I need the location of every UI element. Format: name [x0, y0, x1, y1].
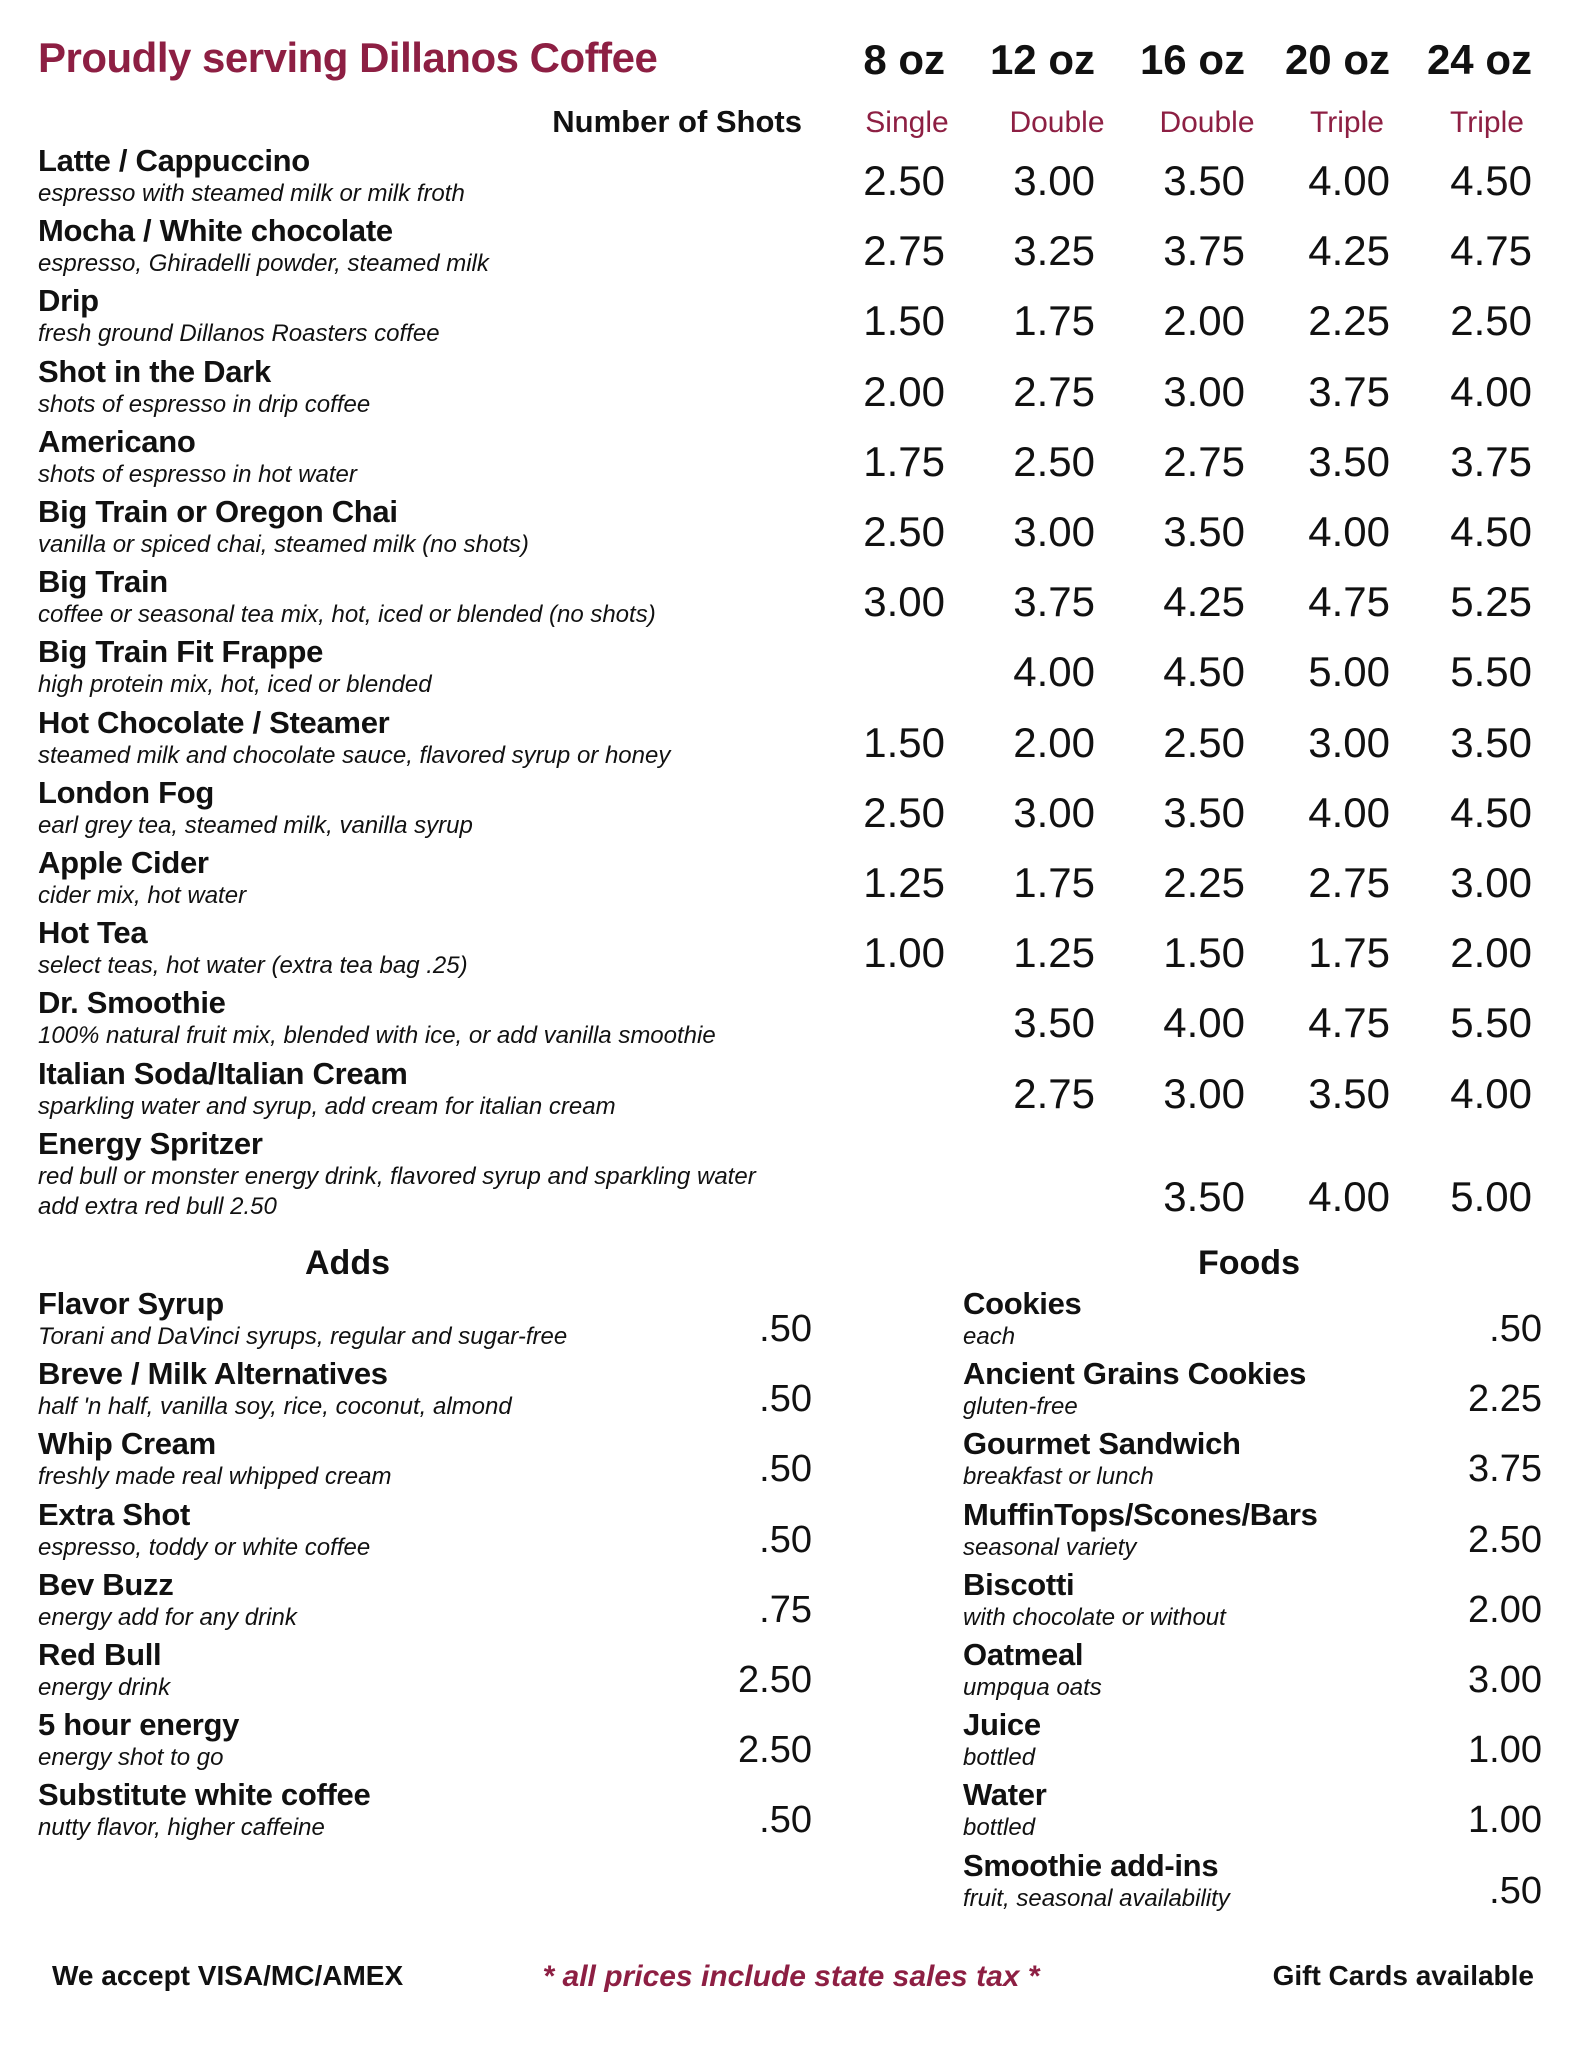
food-price: 3.75	[1468, 1448, 1542, 1491]
gift-card-note: Gift Cards available	[1272, 1960, 1534, 1991]
drink-price: 2.50	[863, 788, 945, 836]
add-price: .50	[759, 1799, 812, 1842]
shots-24oz: Triple	[1450, 106, 1524, 139]
drink-price: 2.25	[1308, 297, 1390, 345]
drink-description: cider mix, hot water	[38, 882, 247, 909]
drink-price: 4.00	[1308, 788, 1390, 836]
drink-price: 2.50	[1163, 718, 1245, 766]
tax-note: * all prices include state sales tax *	[542, 1960, 1040, 1993]
drink-item	[38, 283, 440, 349]
drink-name: London Fog	[38, 774, 215, 810]
drink-description: fresh ground Dillanos Roasters coffee	[38, 320, 440, 348]
drink-price: 1.25	[863, 859, 945, 906]
drink-description: espresso with steamed milk or milk froth	[38, 180, 465, 207]
drink-item	[38, 564, 656, 630]
shots-16oz: Double	[1159, 106, 1255, 139]
food-name: Cookies	[963, 1286, 1082, 1321]
add-item	[38, 1356, 512, 1422]
drink-price: 2.50	[863, 157, 945, 204]
food-item	[963, 1707, 1041, 1773]
size-header-24oz: 24 oz	[1426, 36, 1532, 83]
food-item	[963, 1777, 1046, 1843]
food-price: 2.25	[1468, 1378, 1542, 1421]
drink-price: 1.75	[1013, 859, 1095, 906]
drink-name: Drip	[38, 283, 99, 319]
drink-name: Americano	[38, 423, 196, 459]
drink-price: 3.50	[1163, 508, 1245, 555]
drink-price: 3.75	[1013, 578, 1095, 626]
drink-price: 2.00	[863, 367, 945, 415]
food-name: Ancient Grains Cookies	[963, 1356, 1307, 1392]
add-name: 5 hour energy	[38, 1707, 240, 1743]
drink-price: 3.00	[1450, 859, 1532, 906]
size-header-8oz: 8 oz	[863, 36, 945, 83]
add-item	[38, 1497, 370, 1563]
drink-price: 3.00	[1163, 367, 1245, 415]
drink-price: 2.00	[1163, 297, 1245, 345]
drink-price: 3.75	[1450, 437, 1532, 485]
drink-description: 100% natural fruit mix, blended with ice, or add vanilla smoothie	[38, 1022, 716, 1050]
drink-description: high protein mix, hot, iced or blended	[38, 671, 432, 699]
drink-price: 2.75	[1308, 859, 1390, 906]
size-header-16oz: 16 oz	[1139, 36, 1245, 83]
food-item	[963, 1848, 1230, 1914]
drink-price: 4.50	[1450, 157, 1532, 204]
drink-price: 4.00	[1163, 999, 1245, 1047]
food-price: 2.50	[1468, 1518, 1542, 1561]
drink-price: 3.50	[1308, 437, 1390, 485]
food-item	[963, 1637, 1102, 1703]
add-item	[38, 1777, 370, 1843]
drink-price: 3.00	[1013, 157, 1095, 204]
drink-price: 2.75	[1163, 437, 1245, 485]
drink-name: Italian Soda/Italian Cream	[38, 1055, 408, 1091]
food-name: MuffinTops/Scones/Bars	[963, 1496, 1318, 1532]
drink-price: 3.75	[1308, 367, 1390, 415]
drink-price: 3.75	[1163, 227, 1245, 275]
add-name: Red Bull	[38, 1637, 162, 1672]
drink-item	[38, 985, 716, 1051]
drink-price: 1.75	[1013, 297, 1095, 345]
food-description: fruit, seasonal availability	[963, 1884, 1230, 1912]
food-item	[963, 1286, 1082, 1352]
drink-description: sparkling water and syrup, add cream for italian cream	[38, 1092, 616, 1120]
food-description: umpqua oats	[963, 1674, 1102, 1701]
drink-price: 2.75	[1013, 1069, 1095, 1117]
drink-item	[38, 424, 357, 490]
drink-price: 5.50	[1450, 648, 1532, 696]
drink-price: 5.00	[1308, 648, 1390, 696]
drink-item	[38, 213, 489, 279]
food-name: Water	[963, 1777, 1047, 1813]
add-price: 2.50	[738, 1729, 812, 1772]
drink-price: 4.75	[1308, 999, 1390, 1047]
drink-price: 4.75	[1308, 578, 1390, 626]
drink-description: coffee or seasonal tea mix, hot, iced or blended (no shots)	[38, 601, 656, 629]
drink-price: 3.50	[1013, 999, 1095, 1047]
drink-name: Hot Chocolate / Steamer	[38, 704, 390, 740]
food-price: .50	[1489, 1869, 1542, 1912]
drink-price: 2.00	[1450, 929, 1532, 977]
drink-description: select teas, hot water (extra tea bag .25)	[38, 952, 468, 980]
drink-price: 3.50	[1163, 788, 1245, 836]
drink-price: 5.50	[1450, 999, 1532, 1047]
add-price: .50	[759, 1518, 812, 1561]
drink-price: 3.50	[1308, 1069, 1390, 1117]
drink-price: 2.50	[1013, 437, 1095, 485]
food-price: 1.00	[1468, 1799, 1542, 1842]
drink-price: 3.00	[863, 578, 945, 626]
drink-name: Big Train or Oregon Chai	[38, 494, 398, 529]
food-description: with chocolate or without	[963, 1603, 1226, 1631]
add-item	[38, 1707, 239, 1773]
add-description: half 'n half, vanilla soy, rice, coconut, almond	[38, 1393, 512, 1421]
add-price: .50	[759, 1378, 812, 1421]
page-title: Proudly serving Dillanos Coffee	[38, 34, 658, 81]
add-name: Substitute white coffee	[38, 1777, 371, 1813]
food-price: 2.00	[1468, 1588, 1542, 1631]
drink-description: earl grey tea, steamed milk, vanilla syrup	[38, 811, 473, 839]
size-header-12oz: 12 oz	[989, 36, 1095, 83]
drink-price: 1.00	[863, 929, 945, 977]
drink-price: 2.50	[863, 508, 945, 555]
drink-price: 4.50	[1450, 788, 1532, 836]
drink-item	[38, 354, 370, 420]
drink-item	[38, 494, 529, 560]
food-description: bottled	[963, 1814, 1036, 1842]
drink-price: 3.00	[1163, 1069, 1245, 1117]
drink-name: Big Train	[38, 564, 168, 600]
drink-price: 1.50	[863, 297, 945, 345]
drink-price: 2.00	[1013, 718, 1095, 766]
drink-price: 3.50	[1163, 157, 1245, 204]
adds-heading: Adds	[305, 1244, 390, 1282]
size-header-20oz: 20 oz	[1284, 36, 1390, 83]
add-price: .50	[759, 1448, 812, 1491]
drink-price: 3.00	[1013, 788, 1095, 836]
drink-item	[38, 775, 473, 841]
drink-description: espresso, Ghiradelli powder, steamed milk	[38, 250, 489, 278]
food-item	[963, 1497, 1318, 1563]
drink-name: Latte / Cappuccino	[38, 143, 310, 178]
add-name: Bev Buzz	[38, 1566, 174, 1602]
shots-20oz: Triple	[1310, 106, 1384, 139]
drink-item	[38, 1056, 616, 1122]
drink-name: Mocha / White chocolate	[38, 213, 393, 249]
drink-description: vanilla or spiced chai, steamed milk (no shots)	[38, 531, 529, 558]
food-price: .50	[1489, 1308, 1542, 1350]
drink-name: Apple Cider	[38, 845, 209, 880]
drink-price: 4.25	[1308, 227, 1390, 275]
drink-description: red bull or monster energy drink, flavored syrup and sparkling water	[38, 1162, 756, 1190]
drink-price: 4.50	[1450, 508, 1532, 555]
shots-label: Number of Shots	[552, 104, 802, 139]
foods-heading: Foods	[1198, 1244, 1300, 1282]
drink-price: 3.50	[1163, 1172, 1245, 1220]
add-name: Whip Cream	[38, 1426, 216, 1462]
add-item	[38, 1286, 567, 1352]
add-price: .50	[759, 1308, 812, 1350]
drink-description: steamed milk and chocolate sauce, flavored syrup or honey	[38, 741, 671, 769]
drink-price: 3.00	[1013, 508, 1095, 555]
drink-name: Energy Spritzer	[38, 1125, 263, 1161]
drink-price: 4.00	[1308, 1172, 1390, 1220]
add-description: Torani and DaVinci syrups, regular and sugar-free	[38, 1323, 568, 1350]
food-item	[963, 1356, 1306, 1422]
food-description: bottled	[963, 1744, 1036, 1772]
food-description: gluten-free	[963, 1393, 1078, 1421]
drink-item	[38, 143, 465, 209]
food-name: Oatmeal	[963, 1637, 1084, 1672]
add-description: energy drink	[38, 1674, 171, 1701]
add-description: energy add for any drink	[38, 1603, 297, 1631]
add-item	[38, 1426, 392, 1492]
drink-description: shots of espresso in drip coffee	[38, 390, 371, 418]
add-name: Extra Shot	[38, 1496, 191, 1532]
food-name: Gourmet Sandwich	[963, 1426, 1241, 1462]
drink-price: 4.00	[1308, 508, 1390, 555]
drink-name: Big Train Fit Frappe	[38, 634, 324, 670]
drink-price: 4.75	[1450, 227, 1532, 275]
add-price: 2.50	[738, 1659, 812, 1701]
add-name: Flavor Syrup	[38, 1286, 224, 1321]
add-item	[38, 1637, 170, 1703]
food-name: Juice	[963, 1707, 1041, 1743]
food-name: Biscotti	[963, 1566, 1075, 1602]
drink-item	[38, 705, 670, 771]
food-description: breakfast or lunch	[963, 1463, 1154, 1491]
shots-12oz: Double	[1009, 106, 1105, 139]
food-item	[963, 1426, 1241, 1492]
add-name: Breve / Milk Alternatives	[38, 1356, 388, 1392]
drink-item	[38, 1126, 756, 1222]
drink-price: 1.75	[1308, 929, 1390, 977]
drink-price: 4.00	[1013, 648, 1095, 696]
drink-price: 1.25	[1013, 929, 1095, 977]
food-price: 3.00	[1468, 1659, 1542, 1701]
drink-price: 4.50	[1163, 648, 1245, 696]
drink-name: Shot in the Dark	[38, 353, 271, 389]
food-price: 1.00	[1468, 1729, 1542, 1772]
drink-price: 4.00	[1450, 1069, 1532, 1117]
shots-8oz: Single	[865, 106, 949, 139]
drink-price: 2.50	[1450, 297, 1532, 345]
drink-name: Hot Tea	[38, 915, 148, 951]
drink-item	[38, 915, 468, 981]
drink-price: 4.25	[1163, 578, 1245, 626]
add-item	[38, 1567, 297, 1633]
add-description: nutty flavor, higher caffeine	[38, 1814, 325, 1842]
food-item	[963, 1567, 1226, 1633]
drink-price: 4.00	[1450, 367, 1532, 415]
drink-price: 5.00	[1450, 1172, 1532, 1220]
drink-price: 2.25	[1163, 859, 1245, 906]
drink-item	[38, 634, 432, 700]
drink-price: 1.50	[1163, 929, 1245, 977]
drink-price: 4.00	[1308, 157, 1390, 204]
add-description: espresso, toddy or white coffee	[38, 1533, 371, 1561]
drink-price: 3.50	[1450, 718, 1532, 766]
drink-description-extra: add extra red bull 2.50	[38, 1192, 277, 1220]
drink-price: 5.25	[1450, 578, 1532, 626]
drink-price: 1.50	[863, 718, 945, 766]
drink-price: 3.00	[1308, 718, 1390, 766]
add-description: freshly made real whipped cream	[38, 1463, 392, 1491]
drink-description: shots of espresso in hot water	[38, 460, 357, 488]
drink-price: 1.75	[863, 437, 945, 485]
payment-note: We accept VISA/MC/AMEX	[52, 1960, 404, 1991]
drink-price: 2.75	[863, 227, 945, 275]
drink-price: 2.75	[1013, 367, 1095, 415]
food-name: Smoothie add-ins	[963, 1847, 1219, 1883]
drink-name: Dr. Smoothie	[38, 985, 226, 1021]
drink-price: 3.25	[1013, 227, 1095, 275]
add-price: .75	[759, 1588, 812, 1631]
add-description: energy shot to go	[38, 1744, 224, 1772]
food-description: each	[963, 1323, 1016, 1350]
food-description: seasonal variety	[963, 1533, 1137, 1561]
drink-item	[38, 845, 246, 911]
